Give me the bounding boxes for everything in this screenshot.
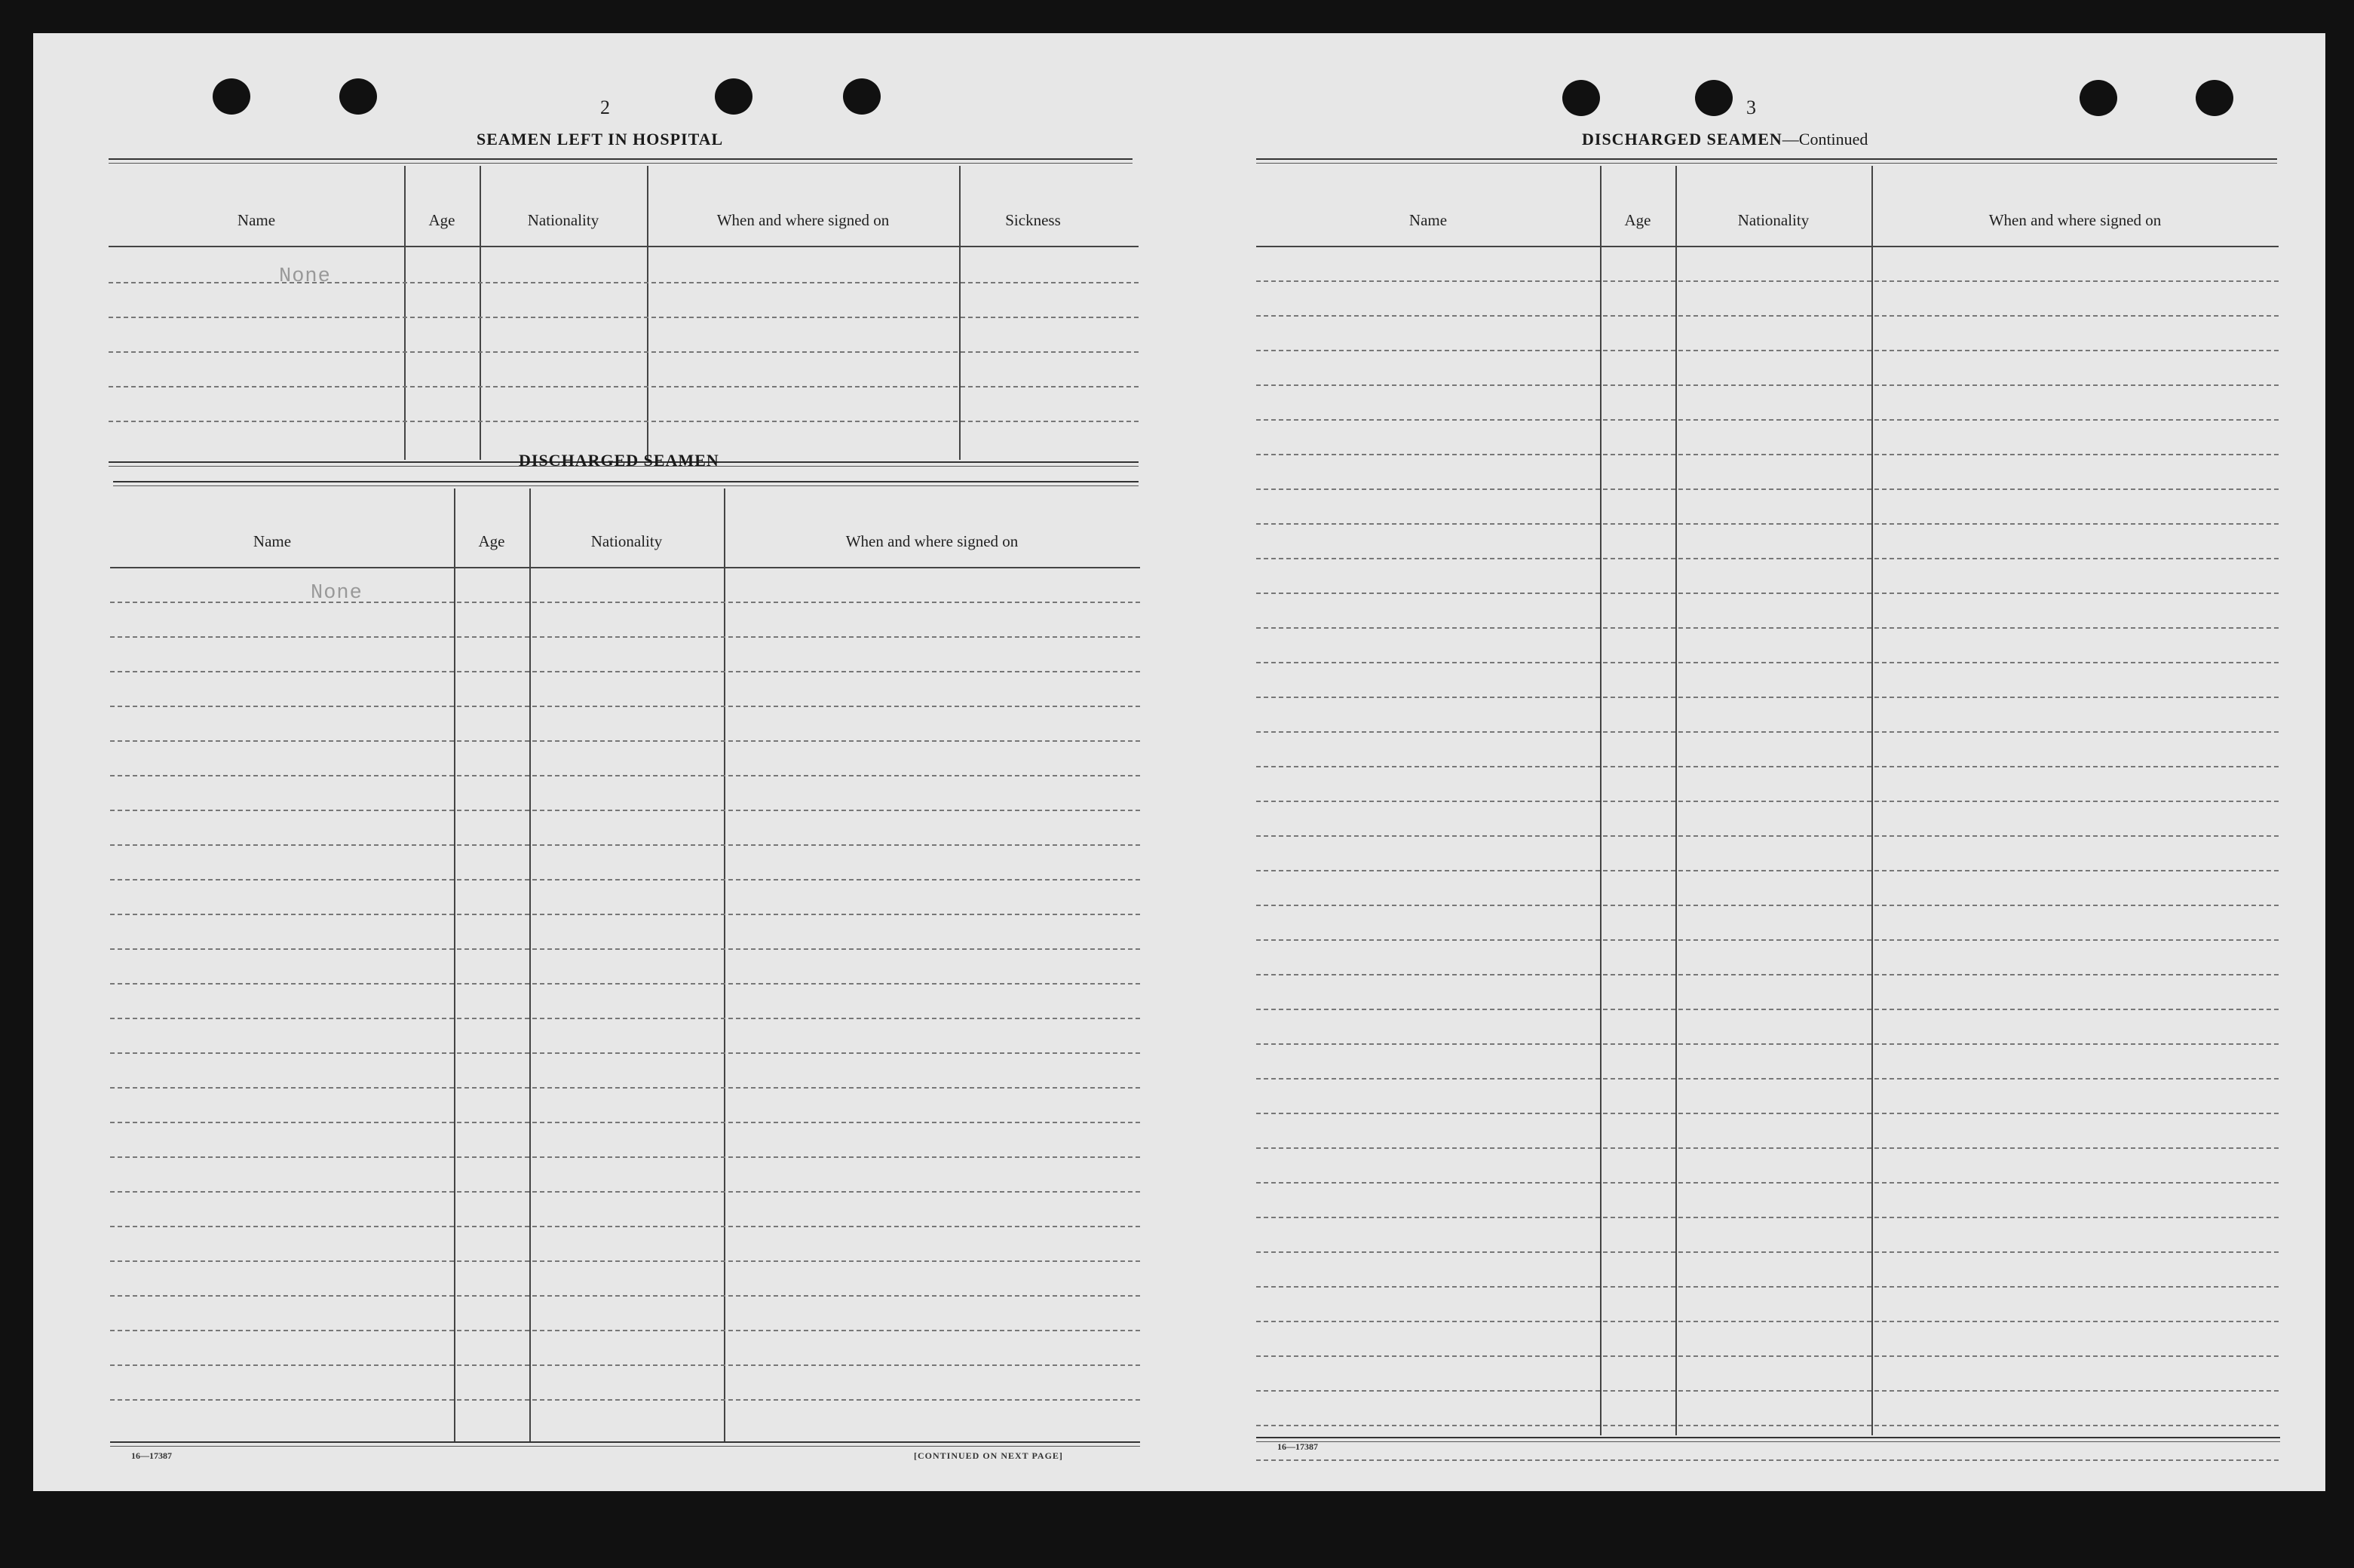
left-page-number: 2 bbox=[600, 96, 610, 118]
column-divider bbox=[959, 166, 961, 460]
table-row bbox=[110, 1087, 1140, 1089]
column-divider bbox=[454, 488, 455, 1441]
table-row bbox=[1256, 905, 2279, 906]
discharged-header-nationality: Nationality bbox=[590, 532, 663, 550]
table-row bbox=[110, 914, 1140, 915]
hospital-table bbox=[109, 166, 1139, 463]
discharged-table bbox=[110, 488, 1140, 1444]
left-form-code: 16—17387 bbox=[131, 1450, 172, 1461]
table-row bbox=[1256, 974, 2279, 975]
column-divider bbox=[480, 166, 481, 460]
column-divider bbox=[647, 166, 648, 460]
hospital-header-age: Age bbox=[428, 211, 455, 229]
table-row bbox=[1256, 454, 2279, 455]
discharged-entry-none: None bbox=[311, 582, 363, 605]
table-row bbox=[1256, 1009, 2279, 1010]
table-row bbox=[1256, 350, 2279, 351]
right-form-code: 16—17387 bbox=[1277, 1441, 1318, 1452]
table-row bbox=[110, 602, 1140, 603]
punch-hole bbox=[715, 78, 752, 115]
hospital-header-bottom-rule bbox=[109, 246, 1139, 247]
right-bottom-rule bbox=[1256, 1437, 2280, 1442]
table-row bbox=[1256, 1390, 2279, 1392]
punch-hole bbox=[843, 78, 881, 115]
scanned-document bbox=[33, 33, 2325, 1491]
table-row bbox=[1256, 1043, 2279, 1045]
table-row bbox=[110, 775, 1140, 776]
table-row bbox=[1256, 1251, 2279, 1253]
discharged-continued-suffix: —Continued bbox=[1782, 130, 1868, 149]
table-row bbox=[110, 983, 1140, 985]
discharged-header-age: Age bbox=[478, 532, 505, 550]
table-row bbox=[1256, 1321, 2279, 1322]
table-row bbox=[110, 1156, 1140, 1158]
table-row bbox=[110, 1330, 1140, 1331]
column-divider bbox=[724, 488, 725, 1441]
table-row bbox=[1256, 384, 2279, 386]
discharged-continued-table bbox=[1256, 166, 2279, 1441]
table-row bbox=[1256, 1078, 2279, 1080]
continued-header-bottom-rule bbox=[1256, 246, 2279, 247]
table-row bbox=[110, 1191, 1140, 1193]
table-row bbox=[109, 317, 1139, 318]
punch-hole bbox=[1695, 80, 1733, 116]
table-row bbox=[109, 351, 1139, 353]
table-row bbox=[1256, 419, 2279, 421]
table-row bbox=[110, 1295, 1140, 1297]
continued-header-signed-on: When and where signed on bbox=[1988, 211, 2162, 229]
table-row bbox=[1256, 870, 2279, 871]
column-divider bbox=[404, 166, 406, 460]
table-row bbox=[1256, 731, 2279, 733]
table-row bbox=[110, 671, 1140, 672]
table-row bbox=[110, 706, 1140, 707]
table-row bbox=[1256, 280, 2279, 282]
discharged-section-title: DISCHARGED SEAMEN bbox=[519, 451, 719, 470]
table-row bbox=[110, 740, 1140, 742]
table-row bbox=[1256, 1286, 2279, 1288]
table-row bbox=[1256, 627, 2279, 629]
hospital-entry-none: None bbox=[279, 265, 331, 288]
table-row bbox=[1256, 315, 2279, 317]
punch-hole bbox=[2196, 80, 2233, 116]
hospital-header-nationality: Nationality bbox=[527, 211, 599, 229]
table-row bbox=[110, 844, 1140, 846]
table-row bbox=[1256, 1182, 2279, 1184]
discharged-header-signed-on: When and where signed on bbox=[845, 532, 1019, 550]
table-row bbox=[110, 810, 1140, 811]
table-row bbox=[110, 1122, 1140, 1123]
discharged-continued-title bbox=[1582, 130, 1868, 149]
table-row bbox=[110, 1364, 1140, 1366]
hospital-header-sickness: Sickness bbox=[1005, 211, 1061, 229]
table-row bbox=[110, 1260, 1140, 1262]
continued-header-nationality: Nationality bbox=[1737, 211, 1810, 229]
table-row bbox=[1256, 1355, 2279, 1357]
table-row bbox=[109, 386, 1139, 387]
hospital-header-signed-on: When and where signed on bbox=[716, 211, 890, 229]
punch-hole bbox=[2080, 80, 2117, 116]
table-row bbox=[1256, 1113, 2279, 1114]
table-row bbox=[1256, 558, 2279, 559]
discharged-header-bottom-rule bbox=[110, 567, 1140, 568]
punch-hole bbox=[339, 78, 377, 115]
table-row bbox=[110, 1226, 1140, 1227]
scan-edge bbox=[0, 1491, 2354, 1568]
table-row bbox=[110, 1399, 1140, 1401]
table-row bbox=[1256, 523, 2279, 525]
table-row bbox=[1256, 697, 2279, 698]
table-row bbox=[1256, 939, 2279, 941]
column-divider bbox=[529, 488, 531, 1441]
right-header-rule bbox=[1256, 158, 2277, 164]
table-row bbox=[1256, 1459, 2279, 1461]
discharged-continued-title-main: DISCHARGED SEAMEN bbox=[1582, 130, 1782, 149]
continued-note: [CONTINUED ON NEXT PAGE] bbox=[914, 1450, 1063, 1461]
table-row bbox=[1256, 1147, 2279, 1149]
table-row bbox=[1256, 1425, 2279, 1426]
hospital-header-rule bbox=[109, 158, 1133, 164]
table-row bbox=[1256, 593, 2279, 594]
table-row bbox=[1256, 835, 2279, 837]
table-row bbox=[110, 1052, 1140, 1054]
hospital-header-name: Name bbox=[237, 211, 276, 229]
discharged-bottom-rule bbox=[110, 1441, 1140, 1447]
punch-hole bbox=[1562, 80, 1600, 116]
table-row bbox=[110, 1018, 1140, 1019]
continued-header-age: Age bbox=[1624, 211, 1651, 229]
continued-header-name: Name bbox=[1408, 211, 1448, 229]
table-row bbox=[109, 421, 1139, 422]
table-row bbox=[110, 879, 1140, 880]
table-row bbox=[1256, 662, 2279, 663]
table-row bbox=[109, 282, 1139, 283]
table-row bbox=[1256, 1217, 2279, 1218]
table-row bbox=[110, 948, 1140, 950]
table-row bbox=[110, 636, 1140, 638]
hospital-section-title: SEAMEN LEFT IN HOSPITAL bbox=[477, 130, 724, 149]
punch-hole bbox=[213, 78, 250, 115]
table-row bbox=[1256, 801, 2279, 802]
discharged-header-name: Name bbox=[253, 532, 292, 550]
table-row bbox=[1256, 488, 2279, 490]
discharged-header-rule bbox=[113, 481, 1139, 486]
table-row bbox=[1256, 766, 2279, 767]
right-page-number: 3 bbox=[1746, 96, 1756, 118]
